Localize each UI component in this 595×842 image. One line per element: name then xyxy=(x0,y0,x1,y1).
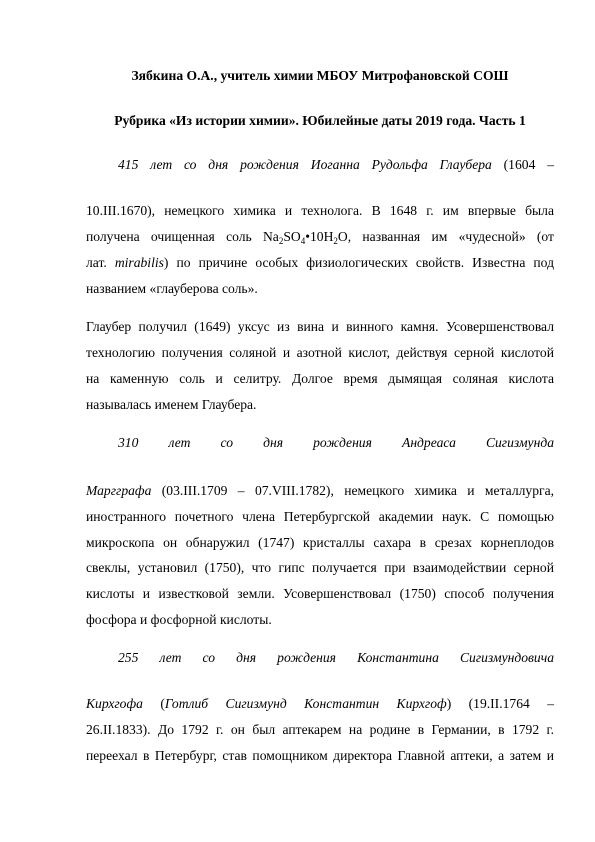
author-line: Зябкина О.А., учитель химии МБОУ Митрофановской СОШ xyxy=(131,68,509,83)
glauber-latin-line xyxy=(86,254,554,272)
glauber-p2-line: называлась именем Глаубера. xyxy=(86,397,257,412)
marggraf-heading xyxy=(118,434,554,452)
text-span: ( xyxy=(142,696,165,711)
marggraf-text-line xyxy=(86,482,554,500)
subscript: 2 xyxy=(278,236,284,246)
marggraf-name: Маргграфа xyxy=(86,483,152,498)
marggraf-anniversary: 310 лет со дня рождения Андреаса Сигизмунда xyxy=(118,435,554,450)
kirchhoff-text-line: переехал в Петербург, став помощником директора Главной аптеки, а затем и xyxy=(86,748,554,763)
glauber-birth-year: (1604 – xyxy=(491,157,555,172)
text-span: лат. xyxy=(86,255,115,270)
text-span: •10H xyxy=(305,229,334,244)
subscript: 4 xyxy=(300,236,306,246)
kirchhoff-anniversary: 255 лет со дня рождения Константина Сигизмундовича xyxy=(118,650,554,665)
glauber-p2-line: на каменную соль и селитру. Долгое время дымящая соляная кислота xyxy=(86,371,554,386)
marggraf-text-line: иностранного почетного члена Петербургской академии наук. С помощью xyxy=(86,509,554,524)
glauber-p2-line: Глаубер получил (1649) уксус из вина и винного камня. Усовершенствовал xyxy=(86,319,554,334)
marggraf-text-line: фосфора и фосфорной кислоты. xyxy=(86,612,272,627)
text-span: (03.III.1709 – 07.VIII.1782), немецкого химика и металлурга, xyxy=(151,483,554,498)
kirchhoff-text-line xyxy=(86,695,554,713)
rubric-title: Рубрика «Из истории химии». Юбилейные даты 2019 года. Часть 1 xyxy=(114,113,526,128)
kirchhoff-heading xyxy=(118,649,554,667)
text-span: O, названная им «чудесной» (от xyxy=(337,229,554,244)
text-span: получена очищенная соль Na xyxy=(86,229,279,244)
glauber-heading xyxy=(118,156,554,174)
text-span: ) по причине особых физиологических свойств. Известна под xyxy=(163,255,554,270)
marggraf-text-line: свеклы, установил (1750), что гипс получается при взаимодействии серной xyxy=(86,560,554,575)
kirchhoff-name: Кирхгофа xyxy=(86,696,143,711)
kirchhoff-text-line: 26.II.1833). До 1792 г. он был аптекарем на родине в Германии, в 1792 г. xyxy=(86,722,554,737)
glauber-text-line: 10.III.1670), немецкого химика и технолога. В 1648 г. им впервые была xyxy=(86,203,554,218)
marggraf-text-line: микроскопа он обнаружил (1747) кристаллы сахара в срезах корнеплодов xyxy=(86,535,554,550)
glauber-formula-line xyxy=(86,228,554,246)
text-span: SO xyxy=(283,229,301,244)
kirchhoff-full-name: Готлиб Сигизмунд Константин Кирхгоф xyxy=(164,696,447,711)
glauber-text-line: названием «глауберова соль». xyxy=(86,281,258,296)
glauber-p2-line: технологию получения соляной и азотной кислот, действуя серной кислотой xyxy=(86,345,554,360)
glauber-anniversary: 415 лет со дня рождения Иоганна Рудольфа Глаубера xyxy=(118,157,492,172)
subscript: 2 xyxy=(333,236,338,246)
latin-word: mirabilis xyxy=(114,255,164,270)
marggraf-text-line: кислоты и известковой земли. Усовершенствовал (1750) способ получения xyxy=(86,586,554,601)
text-span: ) (19.II.1764 – xyxy=(446,696,554,711)
